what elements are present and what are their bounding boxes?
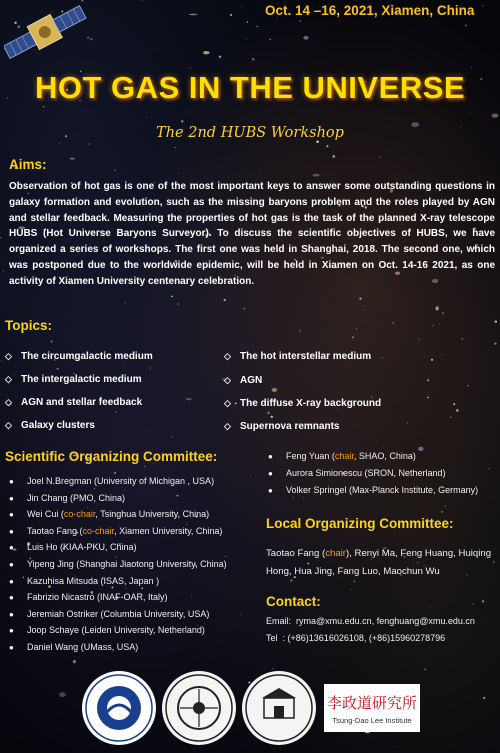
star	[461, 338, 463, 340]
star	[453, 403, 455, 405]
diamond-bullet-icon: ◇	[5, 351, 12, 361]
circle-bullet-icon: ●	[9, 576, 14, 586]
star	[116, 557, 117, 558]
star	[326, 145, 328, 147]
galaxy	[186, 398, 192, 400]
circle-bullet-icon: ●	[268, 485, 273, 495]
topic-item: ◇ The hot interstellar medium	[224, 351, 372, 362]
galaxy	[203, 51, 210, 54]
satellite-illustration	[4, 0, 90, 64]
xiamen-university-logo	[240, 668, 318, 748]
star	[489, 4, 490, 5]
galaxy	[313, 174, 320, 177]
star	[144, 466, 146, 468]
star	[154, 49, 155, 50]
star	[415, 377, 416, 378]
star	[424, 668, 426, 670]
topic-item: ◇ The intergalactic medium	[5, 374, 142, 385]
committee-member: ● Aurora Simionescu (SRON, Netherland)	[268, 467, 446, 478]
star	[73, 732, 74, 733]
star	[0, 237, 1, 238]
star	[333, 155, 336, 158]
star	[380, 157, 381, 158]
star	[430, 607, 431, 608]
topic-item: ◇ AGN	[224, 375, 263, 386]
star	[300, 330, 301, 331]
loc-heading: Local Organizing Committee:	[266, 516, 454, 531]
star	[181, 120, 184, 123]
tdli-english-name: Tsung-Dao Lee Institute	[332, 716, 412, 725]
star	[269, 39, 270, 40]
contact-heading: Contact:	[266, 594, 321, 609]
committee-member: ● Volker Springel (Max-Planck Institute, Germany)	[268, 484, 479, 495]
star	[383, 446, 384, 447]
topic-item: ◇ AGN and stellar feedback	[5, 397, 143, 408]
star	[494, 342, 496, 344]
galaxy	[272, 388, 278, 392]
star	[57, 368, 59, 370]
star	[94, 488, 95, 489]
star	[260, 168, 261, 169]
diamond-bullet-icon: ◇	[5, 374, 12, 384]
star	[382, 357, 384, 359]
star	[356, 328, 357, 329]
diamond-bullet-icon: ◇	[224, 421, 231, 431]
committee-member: ● Daniel Wang (UMass, USA)	[9, 642, 139, 652]
star	[186, 524, 187, 525]
star	[483, 697, 485, 699]
star	[471, 67, 472, 68]
star	[125, 588, 126, 589]
poster-title: HOT GAS IN THE UNIVERSE	[34, 70, 466, 105]
star	[3, 270, 5, 272]
star	[395, 533, 396, 534]
star	[150, 367, 151, 368]
galaxy	[70, 158, 75, 160]
star	[427, 379, 429, 381]
star	[117, 506, 118, 507]
star	[116, 411, 117, 412]
star	[299, 372, 300, 373]
circle-bullet-icon: ●	[9, 626, 14, 636]
star	[128, 466, 129, 467]
circle-bullet-icon: ●	[268, 452, 273, 461]
star	[354, 443, 355, 444]
galaxy	[73, 660, 76, 663]
star	[292, 497, 293, 498]
star	[171, 295, 173, 297]
chair-label: co-chair	[63, 509, 96, 520]
star	[407, 422, 408, 423]
star	[450, 417, 452, 419]
star	[146, 117, 147, 118]
star	[267, 412, 269, 414]
star	[124, 363, 125, 364]
circle-bullet-icon: ●	[9, 609, 14, 619]
diamond-bullet-icon: ◇	[5, 397, 12, 407]
topic-item: ◇ The circumgalactic medium	[5, 351, 153, 362]
star	[241, 7, 242, 8]
star	[264, 317, 265, 318]
circle-bullet-icon: ●	[9, 593, 14, 603]
email-addresses[interactable]: ryma@xmu.edu.cn, fenghuang@xmu.edu.cn	[296, 616, 475, 626]
committee-member: ● Joop Schaye (Leiden University, Netherland)	[9, 625, 205, 636]
star	[177, 303, 179, 305]
star	[250, 476, 251, 477]
star	[441, 543, 442, 544]
star	[230, 652, 231, 653]
star	[89, 143, 90, 144]
star	[350, 589, 351, 590]
star	[447, 428, 448, 429]
star	[171, 436, 172, 437]
star	[230, 14, 232, 16]
circle-bullet-icon: ●	[9, 477, 14, 486]
circle-bullet-icon: ●	[9, 543, 14, 553]
star	[252, 58, 254, 60]
event-date: Oct. 14 –16, 2021, Xiamen, China	[265, 3, 475, 18]
star	[191, 597, 192, 598]
contact-email: Email: ryma@xmu.edu.cn, fenghuang@xmu.edu.cn	[266, 616, 475, 626]
star	[51, 340, 53, 342]
star	[467, 385, 469, 387]
contact-phone: Tel : (+86)13616026108, (+86)15960278796	[266, 633, 446, 643]
circle-bullet-icon: ●	[9, 526, 14, 536]
star	[191, 595, 192, 596]
star	[246, 39, 247, 40]
star	[465, 24, 467, 26]
topic-item: ◇ Galaxy clusters	[5, 420, 95, 431]
galaxy	[492, 114, 499, 118]
aims-paragraph: Observation of hot gas is one of the most important keys to answer some outstanding questions in galaxy formation and evolution, such as the missing baryons problem and the roles played by AGN and stellar feedback. Measuring the properties of hot gas is the task of the planned X-ray telescope HUBS (Hot Universe Baryons Surveyor). To discuss the scientific objectives of HUBS, we have organized a series of workshops. The first one was held in Shanghai, 2018. The second one, which was postponed due to the worldwide epidemic, will be held in Xiamen on Oct. 14-16 2021, as one activity of Xiamen University centenary celebration.	[9, 181, 495, 287]
star	[427, 397, 429, 399]
star	[225, 556, 226, 557]
star	[303, 497, 304, 498]
circle-bullet-icon: ●	[9, 643, 14, 652]
star	[211, 468, 212, 469]
tsung-dao-lee-institute-logo	[324, 684, 420, 732]
star	[244, 308, 245, 309]
star	[431, 359, 433, 361]
star	[271, 416, 273, 418]
star	[177, 495, 179, 497]
star	[489, 468, 490, 469]
star	[177, 173, 178, 174]
star	[442, 312, 444, 314]
star	[352, 336, 354, 338]
pmo-logo	[80, 668, 158, 748]
star	[445, 505, 446, 506]
galaxy	[303, 36, 308, 40]
loc-members: Taotao Fang (chair), Renyi Ma, Feng Huang, Huiqing Hong, Hua Jing, Fang Luo, Maochun Wu	[266, 548, 492, 577]
star	[48, 585, 50, 587]
galaxy	[59, 692, 66, 697]
star	[392, 322, 394, 324]
star	[59, 143, 60, 144]
poster-subtitle: The 2nd HUBS Workshop	[156, 125, 344, 141]
star	[90, 38, 92, 40]
star	[456, 409, 459, 412]
star	[247, 21, 249, 23]
star	[321, 707, 322, 708]
star	[219, 56, 222, 59]
star	[495, 496, 496, 497]
galaxy	[189, 14, 197, 16]
circle-bullet-icon: ●	[268, 468, 273, 478]
star	[363, 309, 364, 310]
galaxy	[418, 447, 423, 451]
star	[122, 606, 123, 607]
circle-bullet-icon: ●	[9, 493, 14, 503]
star	[241, 614, 242, 615]
star	[141, 0, 142, 1]
star	[482, 600, 484, 602]
star	[114, 170, 115, 171]
chair-label: chair	[334, 451, 354, 461]
diamond-bullet-icon: ◇	[5, 420, 12, 430]
star	[453, 603, 454, 604]
star	[52, 304, 53, 305]
star	[43, 106, 44, 107]
star	[189, 67, 191, 69]
circle-bullet-icon: ●	[9, 510, 14, 520]
chair-label: chair	[325, 548, 346, 559]
tdli-chinese-name: 李政道研究所	[326, 694, 418, 712]
chair-label: co-chair	[82, 525, 115, 536]
committee-member: ● Fabrizio Nicastro (INAF-OAR, Italy)	[9, 592, 168, 603]
committee-member: ● Joel N.Bregman (University of Michigan , USA)	[9, 476, 215, 486]
star	[261, 436, 262, 437]
star	[495, 320, 498, 323]
committee-member: ● Kazuhisa Mitsuda (ISAS, Japan )	[9, 575, 160, 586]
star	[111, 586, 113, 588]
star	[175, 147, 176, 148]
star	[257, 26, 258, 27]
committee-member: ● Yipeng Jing (Shanghai Jiaotong University, China)	[9, 559, 227, 569]
phone-numbers: : (+86)13616026108, (+86)15960278796	[282, 633, 446, 643]
committee-member: ● Luis Ho (KIAA-PKU, China)	[9, 542, 137, 553]
star	[482, 5, 483, 6]
star	[1, 360, 2, 361]
topic-item: ◇ The diffuse X-ray background	[224, 398, 382, 409]
star	[101, 467, 102, 468]
star	[300, 20, 302, 22]
star	[125, 302, 127, 304]
star	[359, 297, 361, 299]
star	[439, 323, 440, 324]
committee-member: ● Jin Chang (PMO, China)	[9, 492, 126, 503]
star	[442, 354, 443, 355]
star	[432, 325, 433, 326]
committee-member: ● Taotao Fang (co-chair, Xiamen University, China)	[9, 525, 223, 536]
soc-heading: Scientific Organizing Committee:	[5, 449, 218, 464]
star	[441, 511, 443, 513]
astronomy-society-logo	[160, 668, 238, 748]
diamond-bullet-icon: ◇	[224, 398, 231, 408]
circle-bullet-icon: ●	[9, 560, 14, 569]
star	[224, 299, 226, 301]
topics-heading: Topics:	[5, 318, 52, 333]
star	[124, 489, 125, 490]
star	[114, 472, 116, 474]
topic-item: ◇ Supernova remnants	[224, 421, 340, 432]
star	[83, 111, 84, 112]
aims-heading: Aims:	[9, 157, 47, 172]
diamond-bullet-icon: ◇	[224, 375, 231, 385]
committee-member: ● Feng Yuan (chair, SHAO, China)	[268, 451, 416, 461]
diamond-bullet-icon: ◇	[224, 351, 231, 361]
committee-member: ● Wei Cui (co-chair, Tsinghua University, China)	[9, 509, 210, 520]
star	[87, 507, 88, 508]
star	[419, 339, 420, 340]
galaxy	[436, 306, 439, 310]
star	[472, 604, 473, 605]
star	[470, 113, 471, 114]
star	[189, 111, 190, 112]
star	[141, 587, 143, 589]
committee-member: ● Jeremiah Ostriker (Columbia University, USA)	[9, 608, 210, 619]
star	[393, 746, 394, 747]
star	[69, 123, 70, 124]
